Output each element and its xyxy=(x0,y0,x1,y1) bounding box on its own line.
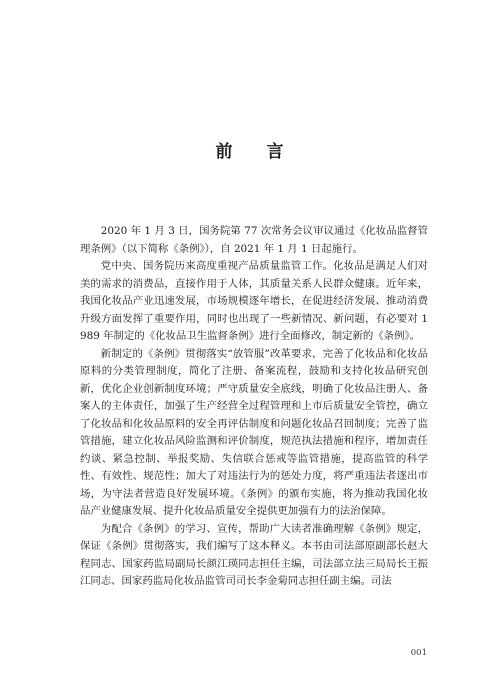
preface-body xyxy=(80,223,428,591)
page-number: 001 xyxy=(410,648,427,658)
paragraph-4: 为配合《条例》的学习、宣传，帮助广大读者准确理解《条例》规定，保证《条例》贯彻落实，我们编写了这本释义。本书由司法部原副部长赵大程同志、国家药监局副局长颜江瑛同志担任主编，司法部立法三局局长王振江同志、国家药监局化妆品监管司司长李金菊同志担任副主编。司法 xyxy=(80,522,428,587)
paragraph-3: 新制定的《条例》贯彻落实“放管服”改革要求，完善了化妆品和化妆品原料的分类管理制度，简化了注册、备案流程，鼓励和支持化妆品研究创新，优化企业创新制度环境；严守质量安全底线，明确了化妆品注册人、备案人的主体责任，加强了生产经营全过程管理和上市后质量安全管控，确立了化妆品和化妆品原料的安全再评估制度和问题化妆品召回制度；完善了监管措施，建立化妆品风险监测和评价制度，规范执法措施和程序，增加责任约谈、紧急控制、举报奖励、失信联合惩戒等监管措施，提高监管的科学性、有效性、规范性；加大了对违法行为的惩处力度，将严重违法者逐出市场，为守法者营造良好发展环境。《条例》的颁布实施，将为推动我国化妆品产业健康发展、提升化妆品质量安全提供更加强有力的法治保障。 xyxy=(80,347,428,517)
paragraph-1: 2020 年 1 月 3 日，国务院第 77 次常务会议审议通过《化妆品监督管理条例》（以下简称《条例》），自 2021 年 1 月 1 日起施行。 xyxy=(80,225,428,255)
page-title: 前 言 xyxy=(215,142,298,162)
paragraph-2: 党中央、国务院历来高度重视产品质量监管工作。化妆品是满足人们对美的需求的消费品，直接作用于人体，其质量关系人民群众健康。近年来，我国化妆品产业迅速发展，市场规模逐年增长，在促进经济发展、推动消费升级方面发挥了重要作用，同时也出现了一些新情况、新问题，有必要对 1989 年制定的《化妆品卫生监督条例》进行全面修改，制定新的《条例》。 xyxy=(80,260,428,342)
